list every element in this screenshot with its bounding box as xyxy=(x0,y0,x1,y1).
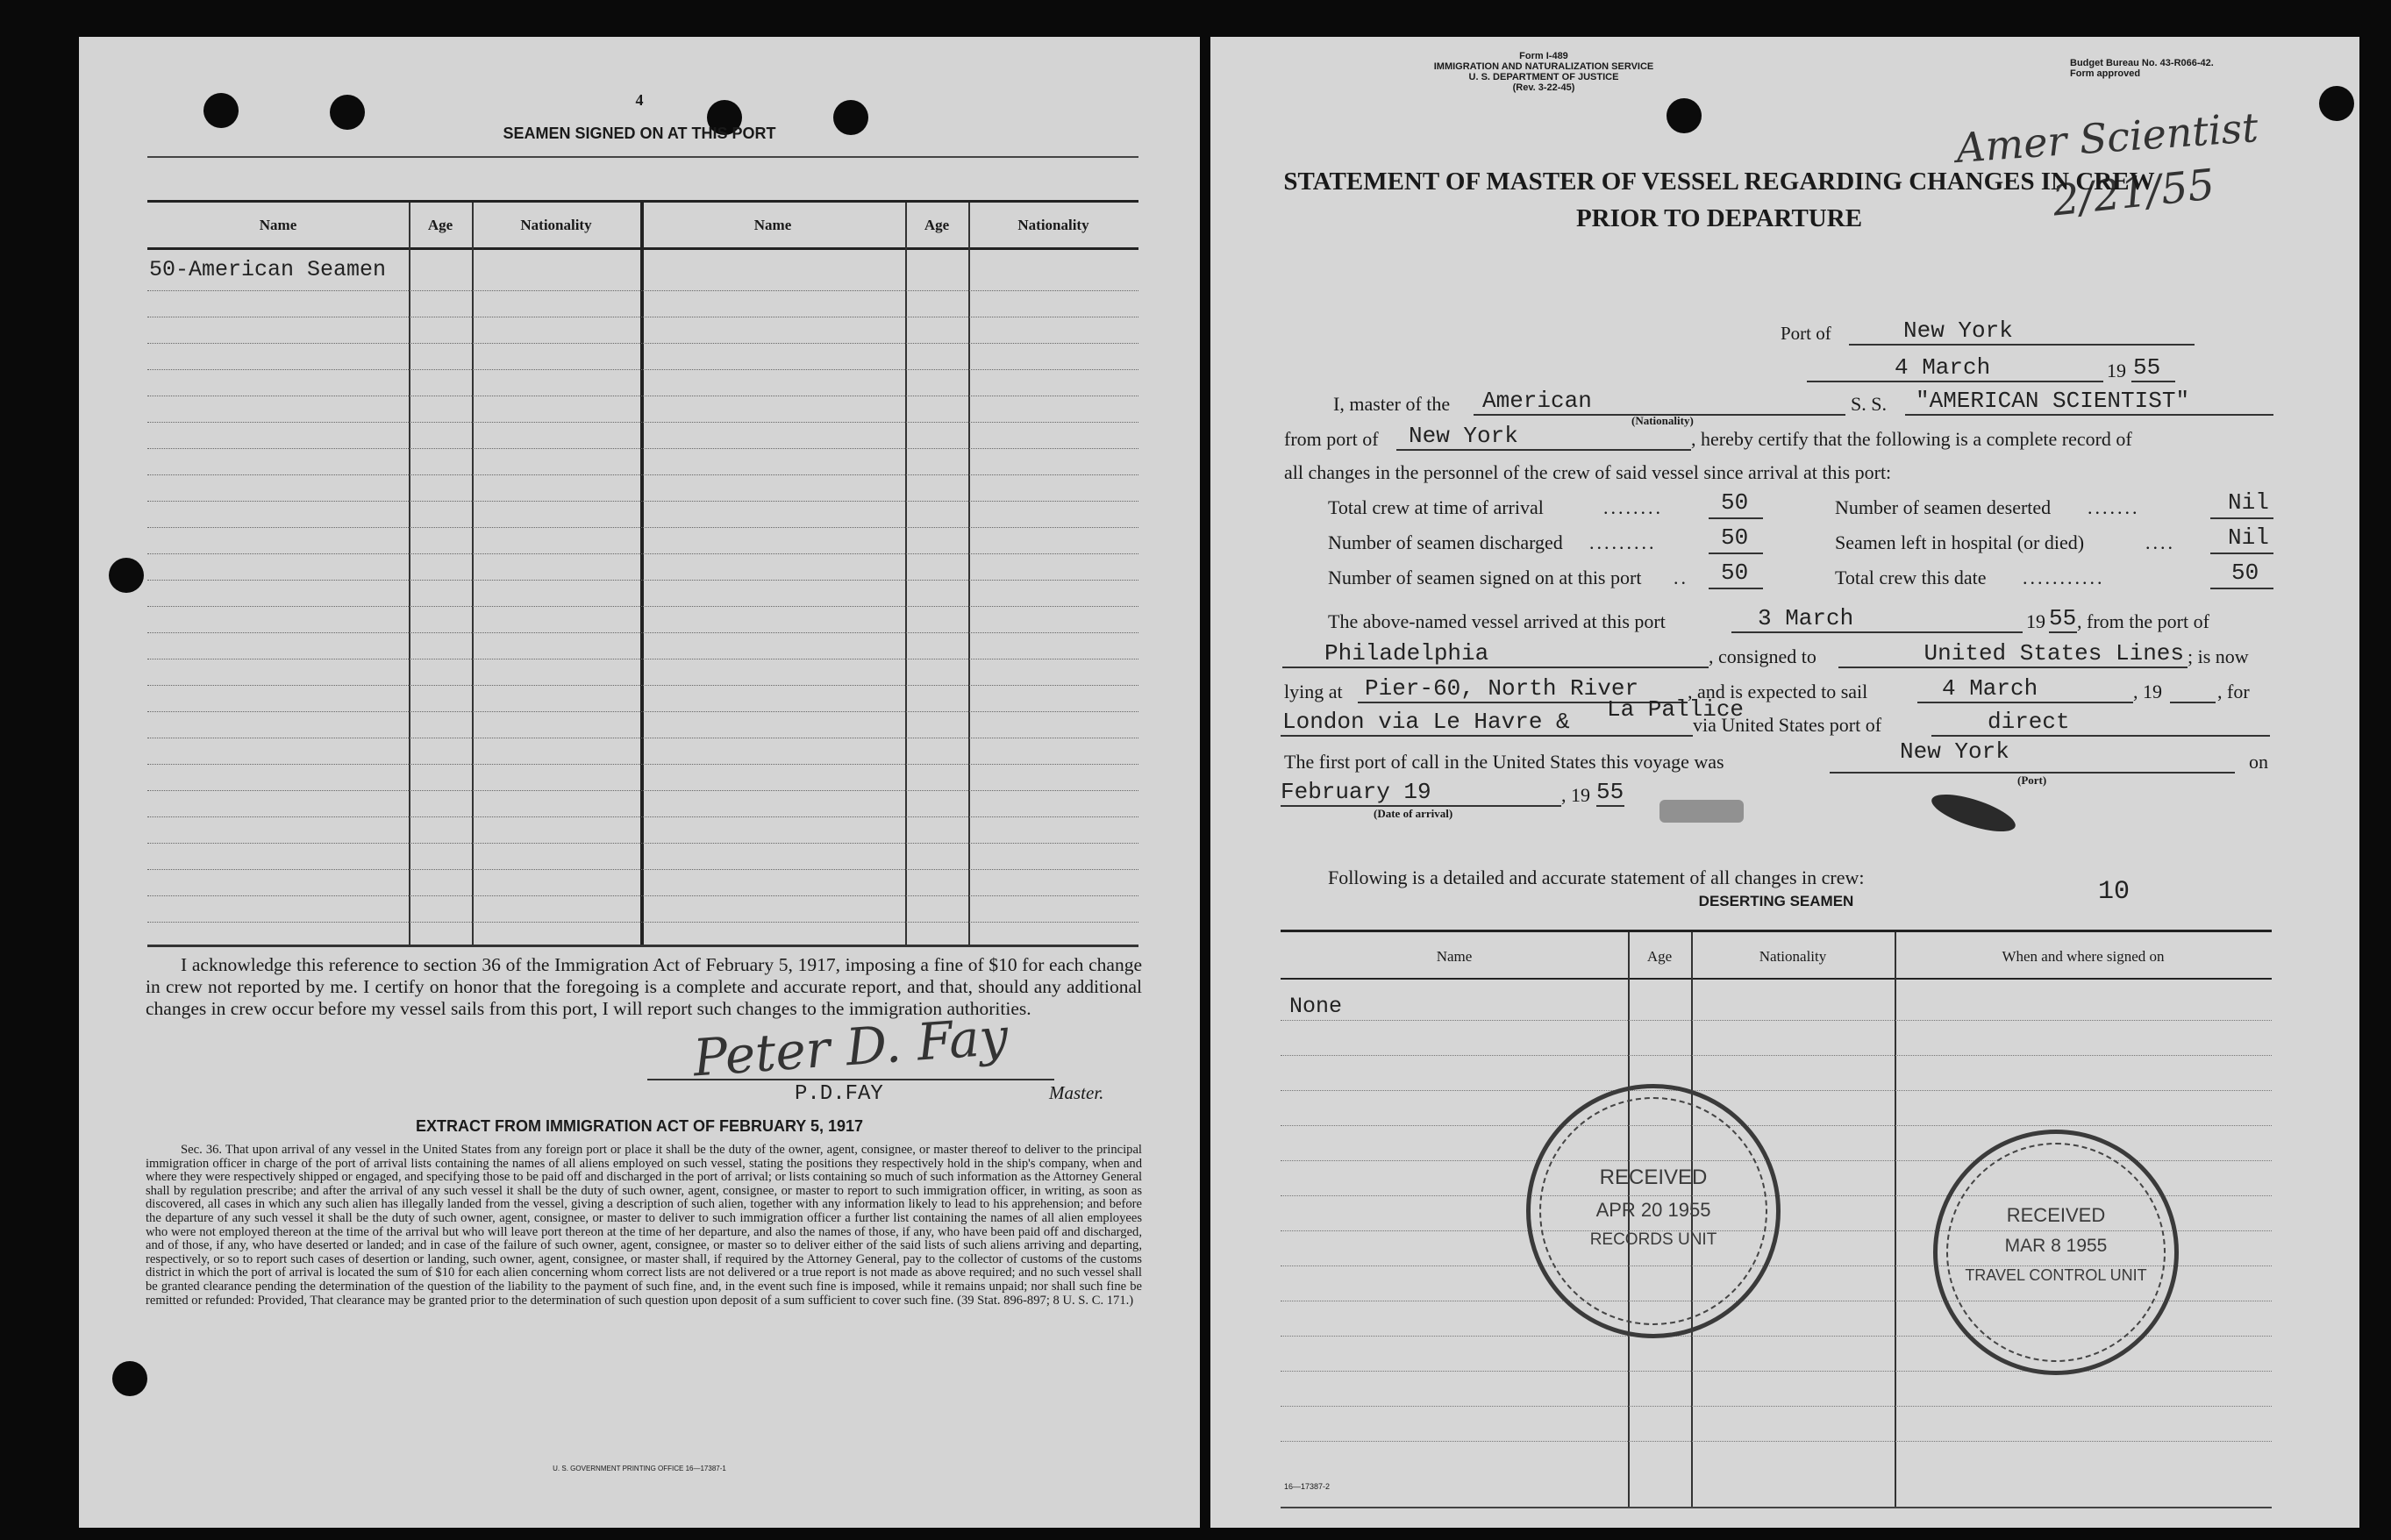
expected-label: , and is expected to sail xyxy=(1688,681,1868,702)
sail-value: 4 March xyxy=(1942,675,2038,702)
form-approved: Form approved xyxy=(2070,68,2141,79)
ship-name: "AMERICAN SCIENTIST" xyxy=(1916,388,2190,414)
acknowledgement-text: I acknowledge this reference to section 36 of the Immigration Act of February 5, 1917, imposing a fine of $10 for each change in crew not reported by me. I certify on honor that the foregoing is a complete and accurate report, and that, should any additional changes in crew occur before my vessel sails from this port, I will report such changes to the immigration authorities. xyxy=(146,954,1142,1019)
destination-extra: La Pallice xyxy=(1607,696,1745,723)
section-title: SEAMEN SIGNED ON AT THIS PORT xyxy=(503,125,776,142)
column-header: Nationality xyxy=(1759,948,1827,965)
stamp-date: APR 20 1955 xyxy=(1595,1199,1711,1221)
lying-value: Pier-60, North River xyxy=(1365,675,1639,702)
stamp-label: RECEIVED xyxy=(2006,1204,2106,1226)
total-arrival-label: Total crew at time of arrival xyxy=(1328,496,1544,518)
table-cell-name: None xyxy=(1289,994,1343,1019)
nationality-caption: (Nationality) xyxy=(1631,414,1694,427)
stamp-label: RECEIVED xyxy=(1599,1166,1708,1189)
left-page xyxy=(79,37,1200,1528)
extract-title: EXTRACT FROM IMMIGRATION ACT OF FEBRUARY 5, 1917 xyxy=(415,1117,864,1135)
seamen-signed-on-table xyxy=(147,200,1138,947)
deserting-title: DESERTING SEAMEN xyxy=(1698,893,1854,909)
title-line2: PRIOR TO DEPARTURE xyxy=(1575,204,1863,232)
arrived-value: 3 March xyxy=(1758,605,1854,631)
deserted-value: Nil xyxy=(2228,489,2269,516)
hospital-label: Seamen left in hospital (or died) xyxy=(1835,531,2085,553)
column-header: Age xyxy=(1646,948,1673,965)
arrived-year-prefix: 19 xyxy=(2026,610,2045,632)
date-value: 4 March xyxy=(1895,354,1991,381)
column-header: Nationality xyxy=(520,217,592,233)
via-label: via United States port of xyxy=(1693,714,1882,736)
column-header: Nationality xyxy=(1017,217,1089,233)
total-date-value: 50 xyxy=(2231,560,2259,586)
handwritten-note: Amer Scientist xyxy=(1954,103,2260,172)
from-port-label: from port of xyxy=(1284,428,1379,450)
port-value: New York xyxy=(1903,317,2013,344)
signed-on-label: Number of seamen signed on at this port xyxy=(1328,567,1642,588)
date-arrival-caption: (Date of arrival) xyxy=(1374,807,1453,820)
signed-on-value: 50 xyxy=(1721,560,1749,586)
records-unit-stamp xyxy=(1526,1084,1781,1338)
changes-text: Following is a detailed and accurate statement of all changes in crew: xyxy=(1328,866,1865,888)
consigned-value: United States Lines xyxy=(1924,640,2184,667)
page-number: 4 xyxy=(635,91,644,109)
punch-hole xyxy=(109,558,144,593)
form-title xyxy=(1263,163,2175,237)
master-name: P.D.FAY xyxy=(795,1082,883,1106)
form-header xyxy=(1368,51,1719,93)
form-number: Form I-489 xyxy=(1519,51,1568,61)
total-arrival-value: 50 xyxy=(1721,489,1749,516)
column-header: Name xyxy=(1436,948,1473,965)
master-of-label: I, master of the xyxy=(1333,393,1451,415)
punch-hole xyxy=(112,1361,147,1396)
stamp-unit: RECORDS UNIT xyxy=(1589,1230,1717,1249)
year-prefix: 19 xyxy=(2107,360,2126,381)
ink-smudge xyxy=(1659,800,1744,823)
year-value: 55 xyxy=(2133,354,2161,381)
discharged-value: 50 xyxy=(1721,524,1749,551)
first-year-value: 55 xyxy=(1596,779,1624,805)
arrived-label: The above-named vessel arrived at this port xyxy=(1328,610,1666,632)
punch-hole xyxy=(1667,98,1702,133)
travel-control-stamp xyxy=(1933,1130,2179,1375)
revision: (Rev. 3-22-45) xyxy=(1512,82,1575,93)
stamp-unit: TRAVEL CONTROL UNIT xyxy=(1965,1266,2147,1284)
changes-count: 10 xyxy=(2098,877,2130,907)
column-header: Name xyxy=(753,217,792,233)
handwritten-date: 2/21/55 xyxy=(2050,160,2217,226)
certify-text-2: all changes in the personnel of the crew of said vessel since arrival at this port: xyxy=(1284,461,1892,483)
table-cell-name: 50-American Seamen xyxy=(149,257,387,282)
ss-label: S. S. xyxy=(1851,393,1887,415)
nationality-value: American xyxy=(1482,388,1592,414)
for-label: , for xyxy=(2217,681,2250,702)
sail-year-prefix: , 19 xyxy=(2133,681,2162,702)
ink-smudge xyxy=(1928,787,2019,838)
total-date-label: Total crew this date xyxy=(1835,567,1987,588)
certify-text: , hereby certify that the following is a complete record of xyxy=(1691,428,2132,450)
stamp-date: MAR 8 1955 xyxy=(2004,1236,2108,1256)
discharged-label: Number of seamen discharged xyxy=(1328,531,1563,553)
hospital-value: Nil xyxy=(2228,524,2269,551)
budget-bureau: Budget Bureau No. 43-R066-42. xyxy=(2070,58,2214,68)
destination-value: London via Le Havre & xyxy=(1282,709,1570,735)
via-value: direct xyxy=(1988,709,2070,735)
on-label: on xyxy=(2249,751,2268,773)
from-port2-value: Philadelphia xyxy=(1324,640,1489,667)
column-header: Age xyxy=(924,217,950,233)
printing-office-footer: U. S. GOVERNMENT PRINTING OFFICE 16—17387-1 xyxy=(553,1465,726,1472)
port-caption: (Port) xyxy=(2017,774,2047,787)
first-port-label: The first port of call in the United States this voyage was xyxy=(1284,751,1724,773)
from-port-value: New York xyxy=(1409,423,1518,449)
extract-text: Sec. 36. That upon arrival of any vessel in the United States from any foreign port or place it shall be the duty of the owner, agent, consignee, or master thereof to deliver to the principal immigration officer in charge of the port of arrival lists containing the names of all aliens employed on such vessel, stating the positions they respectively hold in the ship's company, when and where they were respectively shipped or engaged, and specifying those to be paid off and discharged in the port of arrival; or lists containing so much of such information as the Attorney General shall by regulation prescribe; and after the arrival of any such vessel it shall be the duty of such owner, agent, consignee, or master to report to such immigration officer, in writing, as soon as discovered, all cases in which any such alien has illegally landed from the vessel, giving a description of such alien, together with any information likely to lead to his apprehension; and before the departure of any such vessel it shall be the duty of such owner, agent, consignee, or master to deliver to such immigration officer a further list containing the names of all alien employees who were not employed thereon at the time of the arrival but who will leave port thereon at the time of her departure, and also the names of those, if any, who have been paid off and discharged, and of those, if any, who have deserted or landed; and in case of the failure of such owner, agent, consignee, or master so to deliver either of the said lists of such aliens arriving and departing, respectively, or so to report such cases of desertion or landing, such owner, agent, consignee, or master shall, if required by the Attorney General, pay to the collector of customs of the customs district in which the port of arrival is located the sum of $10 for each alien concerning whom correct lists are not delivered or a true report is not made as above required; and no such vessel shall be granted clearance pending the determination of the question of the liability to the payment of such fine, and, in the event such fine is imposed, while it remains unpaid; nor shall such fine be remitted or refunded: Provided, That clearance may be granted prior to the determination of such question upon deposit of a sum sufficient to cover such fine. (39 Stat. 896-897; 8 U. S. C. 171.) xyxy=(146,1143,1142,1308)
deserted-label: Number of seamen deserted xyxy=(1835,496,2052,518)
column-header: Age xyxy=(427,217,453,233)
port-label: Port of xyxy=(1781,323,1831,344)
from-the-port-label: , from the port of xyxy=(2077,610,2209,632)
first-port-value: New York xyxy=(1900,738,2009,765)
budget-bureau-block xyxy=(2070,58,2214,79)
agency-line2: U. S. DEPARTMENT OF JUSTICE xyxy=(1468,72,1619,82)
consigned-label: , consigned to xyxy=(1709,645,1816,667)
arrived-year-value: 55 xyxy=(2049,605,2077,631)
first-date-value: February 19 xyxy=(1281,779,1431,805)
form-footer: 16—17387-2 xyxy=(1284,1482,1331,1491)
master-label: Master. xyxy=(1049,1082,1104,1103)
first-year-prefix: , 19 xyxy=(1561,784,1590,806)
column-header: Name xyxy=(259,217,297,233)
right-page: Form I-489 IMMIGRATION AND NATURALIZATION SERVICE U. S. DEPARTMENT OF JUSTICE (Rev. 3-22-45) Budget Bureau No. 43-R066-42. Form approved Amer Scientist 2/21/55 STATEMENT OF MASTER OF VESSEL REGARDING CHANGES IN CREW PRIOR TO DEPARTURE Port of New York 4 March 19 55 I, master of the American (Nationality) S. S. "AMERICAN SCIENTIST" from port of New York , hereby certify that the following is a complete record of all changes in the personnel of the crew of said vessel since arrival at this port: Total crew at time of arrival ........ 50 Number of seamen deserted ....... Nil Number of seamen discharged ......... 50 Seamen left in hospital (or died) .... Nil Number of seamen signed on at this port .. 50 Total crew this date ........... 50 The above-named vessel arrived at this port 3 March 19 55 , from the port of Philadelphia , consigned to United States Lines ; is now lying at Pier-60, North River , and is expected to sail 4 March , 19 , for London via Le Havre & La Pallice via United States port of direct The first port of call in the United States this voyage was New York (Port) on February 19 (Date of arrival) , 19 55 Following is a detailed and accurate statement of all changes in crew: 10 DESERTING SEAMEN Name Age Nationality When and where signed on None RECEIVED APR 20 1955 RECORDS UNIT RECEIVED MAR 8 1955 TRAVEL CONTROL UNIT 16—17387-2 xyxy=(1210,37,2359,1528)
title-line1: STATEMENT OF MASTER OF VESSEL REGARDING CHANGES IN CREW xyxy=(1283,168,2155,196)
is-now-label: ; is now xyxy=(2188,645,2249,667)
lying-label: lying at xyxy=(1284,681,1343,702)
punch-hole xyxy=(2319,86,2354,121)
column-header: When and where signed on xyxy=(2002,948,2165,965)
agency-line1: IMMIGRATION AND NATURALIZATION SERVICE xyxy=(1433,61,1654,72)
master-signature: Peter D. Fay xyxy=(691,1006,1010,1088)
